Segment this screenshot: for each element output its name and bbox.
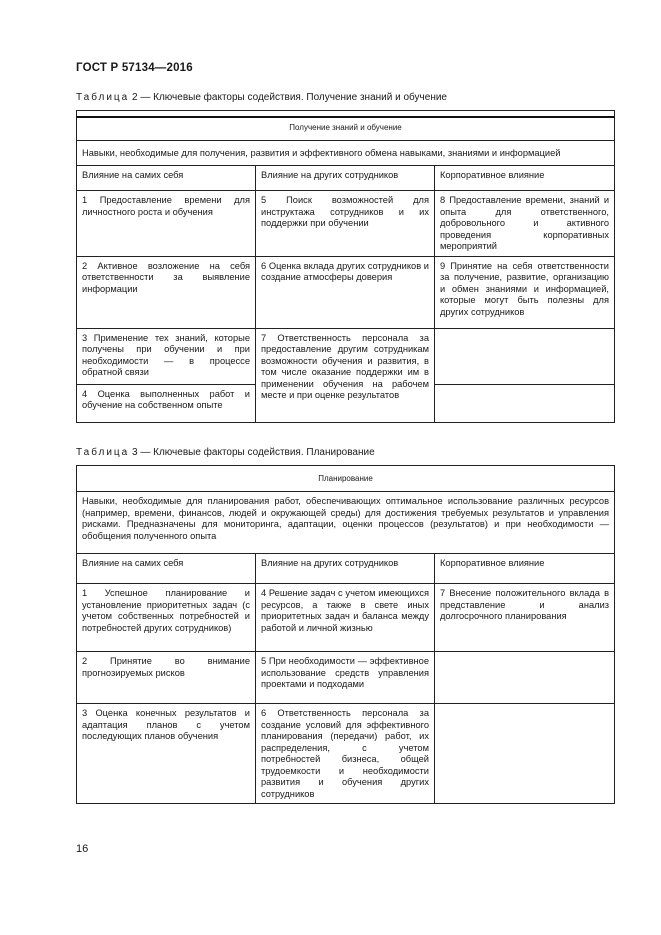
table3-cell-3: 3 Оценка конечных результатов и адаптация планов с учетом последующих планов обучения	[77, 704, 256, 804]
table-row	[77, 191, 615, 257]
table2-col-corporate: Корпоративное влияние	[435, 166, 615, 191]
table2-empty-cell	[435, 384, 615, 422]
table3-caption-word: Таблица	[76, 447, 130, 458]
table2-cell-3: 3 Применение тех знаний, которые получены при обучении и при необходимости — в процессе обратной связи	[77, 328, 256, 384]
table3-cell-6: 6 Ответственность персонала за создание условий для эффективного планирования (передачи) работ, их распределения, с учетом потребностей бизнеса, общей трудоемкости и необходимости развития и обучения других сотрудников	[256, 704, 435, 804]
table3-col-others: Влияние на других сотрудников	[256, 554, 435, 584]
table2-caption-word: Таблица	[76, 92, 130, 103]
table3-description-row	[77, 492, 615, 554]
table3-empty-cell	[435, 704, 615, 804]
table2-cell-8: 8 Предоставление времени, знаний и опыта для ответственного, добровольного и активного проведения корпоративных мероприятий	[435, 191, 615, 257]
table2-title: Получение знаний и обучение	[77, 117, 615, 141]
table2-description: Навыки, необходимые для получения, развития и эффективного обмена навыками, знаниями и информацией	[77, 141, 615, 166]
table3-caption	[76, 447, 375, 458]
table3-caption-text: 3 — Ключевые факторы содействия. Планирование	[132, 447, 375, 458]
table3-empty-cell	[435, 652, 615, 704]
document-id: ГОСТ Р 57134—2016	[76, 62, 193, 74]
table2-title-row	[77, 117, 615, 141]
page-number: 16	[76, 843, 89, 855]
table2-cell-1: 1 Предоставление времени для личностного роста и обучения	[77, 191, 256, 257]
table3-cell-7: 7 Внесение положительного вклада в представление и анализ долгосрочного планирования	[435, 584, 615, 652]
table3-cell-1: 1 Успешное планирование и установление приоритетных задач (с учетом собственных потребностей и потребностей других сотрудников)	[77, 584, 256, 652]
table2-cell-9: 9 Принятие на себя ответственности за получение, развитие, организацию и обмен знаниями и информацией, которые могут быть полезны для других сотрудников	[435, 256, 615, 328]
table2-empty-cell	[435, 328, 615, 384]
table-row	[77, 704, 615, 804]
table-row	[77, 652, 615, 704]
table3	[76, 465, 615, 804]
table3-header-row	[77, 554, 615, 584]
table2-cell-4: 4 Оценка выполненных работ и обучение на собственном опыте	[77, 384, 256, 422]
table2-col-others: Влияние на других сотрудников	[256, 166, 435, 191]
table2-header-row	[77, 166, 615, 191]
table3-cell-2: 2 Принятие во внимание прогнозируемых рисков	[77, 652, 256, 704]
table2-cell-5: 5 Поиск возможностей для инструктажа сотрудников и их поддержки при обучении	[256, 191, 435, 257]
table3-title: Планирование	[77, 466, 615, 492]
table2-cell-7: 7 Ответственность персонала за предоставление другим сотрудникам возможности обучения и развития, в том числе оказание поддержки им в применении обучения на рабочем месте и при оценке результатов	[256, 328, 435, 422]
table2-caption	[76, 92, 447, 103]
table-row	[77, 256, 615, 328]
table2-col-self: Влияние на самих себя	[77, 166, 256, 191]
table3-cell-5: 5 При необходимости — эффективное использование средств управления проектами и подходами	[256, 652, 435, 704]
table2-description-row	[77, 141, 615, 166]
table3-cell-4: 4 Решение задач с учетом имеющихся ресурсов, а также в свете иных приоритетных задач и баланса между работой и личной жизнью	[256, 584, 435, 652]
table3-col-self: Влияние на самих себя	[77, 554, 256, 584]
table3-description: Навыки, необходимые для планирования работ, обеспечивающих оптимальное использование различных ресурсов (например, времени, финансов, людей и окружающей среды) для достижения требуемых результатов и управления рисками. Предназначены для мониторинга, адаптации, оценки процессов (результатов) и при необходимости — обобщения полученного опыта	[77, 492, 615, 554]
table2	[76, 110, 615, 423]
table2-cell-6: 6 Оценка вклада других сотрудников и создание атмосферы доверия	[256, 256, 435, 328]
table3-col-corporate: Корпоративное влияние	[435, 554, 615, 584]
table-row	[77, 584, 615, 652]
table2-cell-2: 2 Активное возложение на себя ответственности за выявление информации	[77, 256, 256, 328]
table2-caption-text: 2 — Ключевые факторы содействия. Получение знаний и обучение	[132, 92, 447, 103]
table-row	[77, 328, 615, 384]
table3-title-row	[77, 466, 615, 492]
